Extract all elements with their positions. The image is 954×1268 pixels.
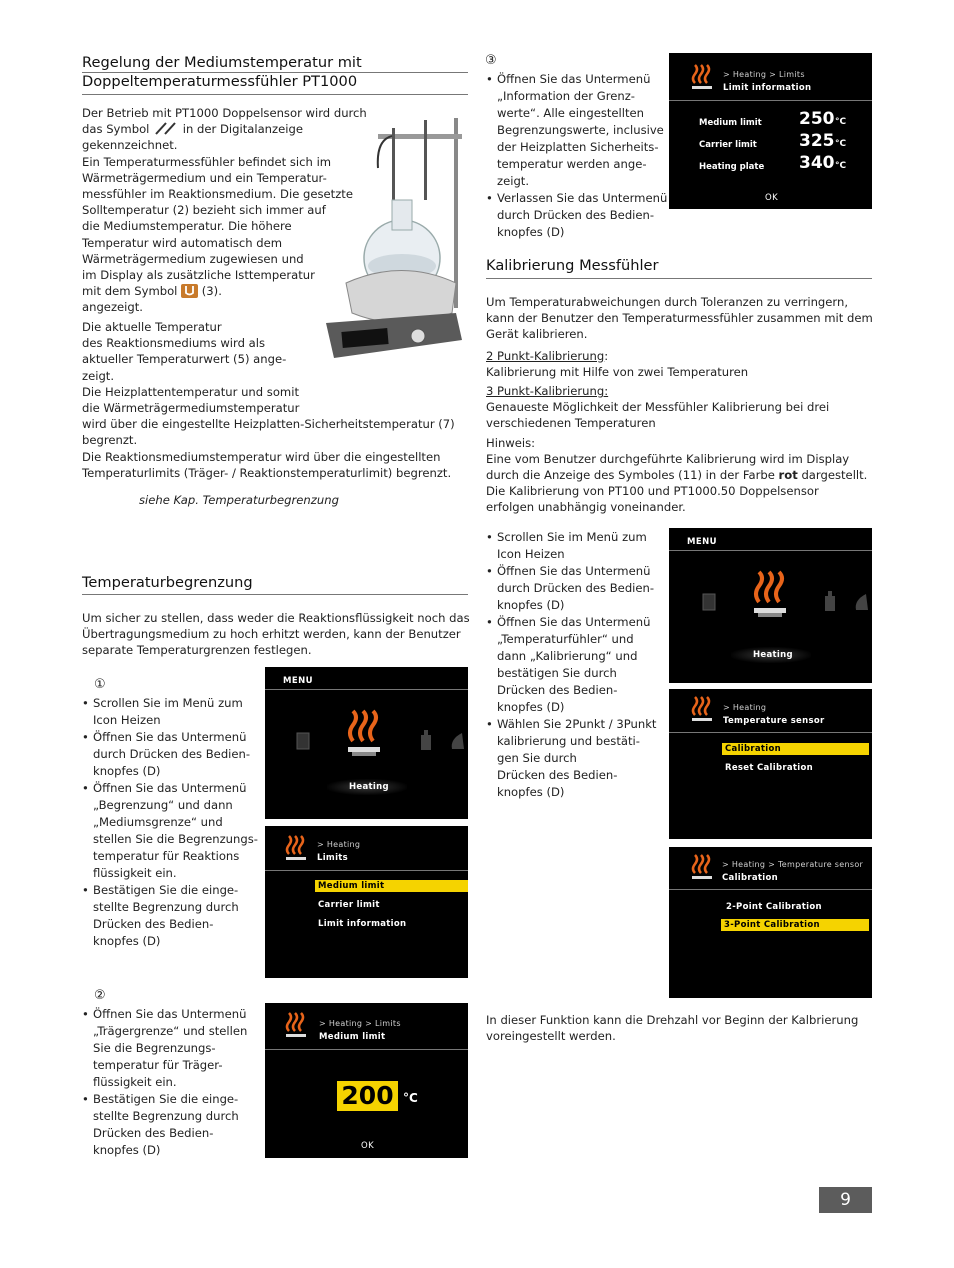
heating-label: Heating: [349, 782, 389, 792]
bottle-icon: [823, 590, 837, 616]
screen-temperature-sensor: [669, 689, 872, 839]
beaker-icon: [701, 591, 717, 615]
ok-button[interactable]: OK: [361, 1141, 375, 1151]
screen-medium-limit: [265, 1003, 468, 1158]
menu-item-3-point-calibration[interactable]: 3-Point Calibration: [721, 919, 869, 931]
step-marker-1: ①: [94, 677, 106, 692]
step-marker-2: ②: [94, 988, 106, 1003]
screen-divider: [669, 732, 872, 733]
list-item: • Öffnen Sie das Untermenü durch Drücken des Bedien- knopfes (D): [82, 729, 258, 780]
list-item: • Öffnen Sie das Untermenü „Begrenzung“ und dann „Mediumsgrenze“ und stellen Sie die Begrenzungs- temperatur für Reaktions flüssigkeit ein.: [82, 780, 258, 882]
heating-flame-icon: [285, 1011, 307, 1045]
calibration-steps-list: [486, 529, 656, 801]
medium-limit-value[interactable]: 200: [337, 1081, 398, 1111]
heating-label: Heating: [753, 650, 793, 660]
info-value-medium-limit: 250: [799, 109, 835, 129]
menu-item-reset-calibration[interactable]: Reset Calibration: [725, 763, 813, 773]
screen-menu-heating-calibration: [669, 528, 872, 683]
paragraph-current-temperature: Die aktuelle Temperatur des Reaktionsmediums wird als aktueller Temperaturwert (5) ange- zeigt. Die Heizplattentemperatur und somit die Wärmeträgermediumstemperatur wird über die eingestellte Heizplatten-Sicherheitstemperatur (7) begrenzt. Die Reaktionsmediumstemperatur wird über die eingestellten Temperaturlimits (Träger- / Reaktionstemperaturlimit) begrenzt.: [82, 320, 455, 480]
breadcrumb: > Heating: [723, 703, 767, 712]
heating-flame-icon: [753, 568, 789, 626]
screen-title: Limits: [317, 853, 349, 863]
screen-title: Medium limit: [319, 1032, 386, 1042]
reference-note: siehe Kap. Temperaturbegrenzung: [139, 493, 339, 507]
carrier-temperature-icon: [181, 284, 198, 298]
list-item: • Bestätigen Sie die einge- stellte Begrenzung durch Drücken des Bedien- knopfes (D): [82, 1091, 247, 1159]
list-item: • Öffnen Sie das Untermenü „Trägergrenze“ und stellen Sie die Begrenzungs- temperatur für Träger- flüssigkeit ein.: [82, 1006, 247, 1091]
screen-divider: [265, 870, 468, 871]
menu-item-carrier-limit[interactable]: Carrier limit: [318, 900, 380, 910]
heading-underline: [82, 594, 468, 595]
list-item: • Verlassen Sie das Untermenü durch Drücken des Bedien- knopfes (D): [486, 190, 667, 241]
flask-icon: [448, 731, 466, 755]
beaker-icon: [295, 730, 311, 754]
breadcrumb: > Heating > Limits: [723, 70, 805, 79]
breadcrumb: > Heating > Temperature sensor: [722, 860, 864, 869]
menu-item-2-point-calibration[interactable]: 2-Point Calibration: [726, 902, 822, 912]
info-value-heating-plate: 340: [799, 153, 835, 173]
screen-limits-menu: [265, 826, 468, 978]
heading-underline: [82, 72, 468, 73]
screen-divider: [669, 889, 872, 890]
heating-flame-icon: [691, 853, 713, 887]
screen-divider: [669, 550, 872, 551]
heating-flame-icon: [347, 707, 383, 765]
screen-title: Temperature sensor: [723, 716, 825, 726]
screen-title: Limit information: [723, 83, 812, 93]
screen-limit-information: [669, 53, 872, 209]
screen-title: MENU: [687, 537, 717, 547]
list-item: • Öffnen Sie das Untermenü durch Drücken des Bedien- knopfes (D): [486, 563, 656, 614]
step-2-list: [82, 1006, 247, 1159]
unit-celsius: °C: [835, 161, 847, 171]
paragraph-limit-intro: Um sicher zu stellen, dass weder die Reaktionsflüssigkeit noch das Übertragungsmedium zu hoch erhitzt werden, kann der Benutzer separate Temperaturgrenzen festlegen.: [82, 611, 470, 658]
list-item: • Wählen Sie 2Punkt / 3Punkt kalibrierung und bestäti- gen Sie durch Drücken des Bedien- knopfes (D): [486, 716, 656, 801]
list-item: • Öffnen Sie das Untermenü „Information der Grenz- werte“. Alle eingestellten Begrenzungswerte, inclusive der Heizplatten Sicherheits- temperatur werden ange- zeigt.: [486, 71, 667, 190]
screen-divider: [265, 689, 468, 690]
heading-temperature-limit: Temperaturbegrenzung: [82, 574, 253, 591]
step-marker-3: ③: [485, 53, 497, 68]
list-item: • Scrollen Sie im Menü zum Icon Heizen: [82, 695, 258, 729]
heading-medium-temperature-control: Regelung der Mediumstemperatur mit Doppeltemperaturmessfühler PT1000: [82, 54, 362, 90]
heading-underline: [486, 278, 872, 279]
page-number: 9: [819, 1187, 872, 1213]
info-label-medium-limit: Medium limit: [699, 118, 762, 128]
screen-divider: [265, 1049, 468, 1050]
heading-underline: [82, 94, 468, 95]
screen-title: MENU: [283, 676, 313, 686]
screen-calibration: [669, 847, 872, 998]
unit-celsius: °C: [835, 117, 847, 127]
paragraph-speed-note: In dieser Funktion kann die Drehzahl vor Beginn der Kalbrierung voreingestellt werden.: [486, 1013, 859, 1044]
info-value-carrier-limit: 325: [799, 131, 835, 151]
step-1-list: [82, 695, 258, 950]
screen-divider: [669, 100, 872, 101]
heating-flame-icon: [285, 834, 307, 868]
info-label-carrier-limit: Carrier limit: [699, 140, 757, 150]
flask-icon: [852, 592, 870, 616]
bottle-icon: [419, 729, 433, 755]
paragraph-pt1000-intro: Der Betrieb mit PT1000 Doppelsensor wird durch das Symbol in der Digitalanzeige gekennzeichnet. Ein Temperaturmessfühler befindet sich im Wärmeträgermedium und ein Temperatur- messfühler im Reaktionsmedium. Die gesetzte Solltemperatur (2) bezieht sich immer auf die Mediumstemperatur. Die höhere Temperatur wird automatisch dem Wärmeträgermedium zugewiesen und im Display als zusätzliche Isttemperatur mit dem Symbol (3). angezeigt.: [82, 106, 367, 315]
unit-celsius: °C: [835, 139, 847, 149]
list-item: • Öffnen Sie das Untermenü „Temperaturfühler“ und dann „Kalibrierung“ und bestätigen Sie durch Drücken des Bedien- knopfes (D): [486, 614, 656, 716]
breadcrumb: > Heating > Limits: [319, 1019, 401, 1028]
menu-item-limit-information[interactable]: Limit information: [318, 919, 407, 929]
list-item: • Scrollen Sie im Menü zum Icon Heizen: [486, 529, 656, 563]
screen-menu-heating: [265, 667, 468, 819]
heading-sensor-calibration: Kalibrierung Messfühler: [486, 257, 659, 274]
menu-item-medium-limit[interactable]: Medium limit: [315, 880, 468, 892]
info-label-heating-plate: Heating plate: [699, 162, 765, 172]
paragraph-calibration: Um Temperaturabweichungen durch Toleranzen zu verringern, kann der Benutzer den Temperaturmessfühler zusammen mit dem Gerät kalibrieren. 2 Punkt-Kalibrierung: Kalibrierung mit Hilfe von zwei Temperaturen 3 Punkt-Kalibrierung: Genaueste Möglichkeit der Messfühler Kalibrierung bei drei verschiedenen Temperaturen Hinweis: Eine vom Benutzer durchgeführte Kalibrierung wird im Display durch die Anzeige des Symboles (11) in der Farbe rot dargestellt. Die Kalibrierung von PT100 und PT1000.50 Doppelsensor erfolgen unabhängig voneinander.: [486, 295, 873, 515]
dual-sensor-icon: [153, 122, 179, 135]
menu-item-calibration[interactable]: Calibration: [722, 743, 869, 755]
ok-button[interactable]: OK: [765, 193, 779, 203]
list-item: • Bestätigen Sie die einge- stellte Begrenzung durch Drücken des Bedien- knopfes (D): [82, 882, 258, 950]
step-3-list: [486, 71, 667, 241]
screen-title: Calibration: [722, 873, 778, 883]
unit-celsius: °C: [403, 1091, 418, 1105]
heating-flame-icon: [691, 695, 713, 729]
heating-flame-icon: [691, 63, 713, 97]
breadcrumb: > Heating: [317, 840, 361, 849]
